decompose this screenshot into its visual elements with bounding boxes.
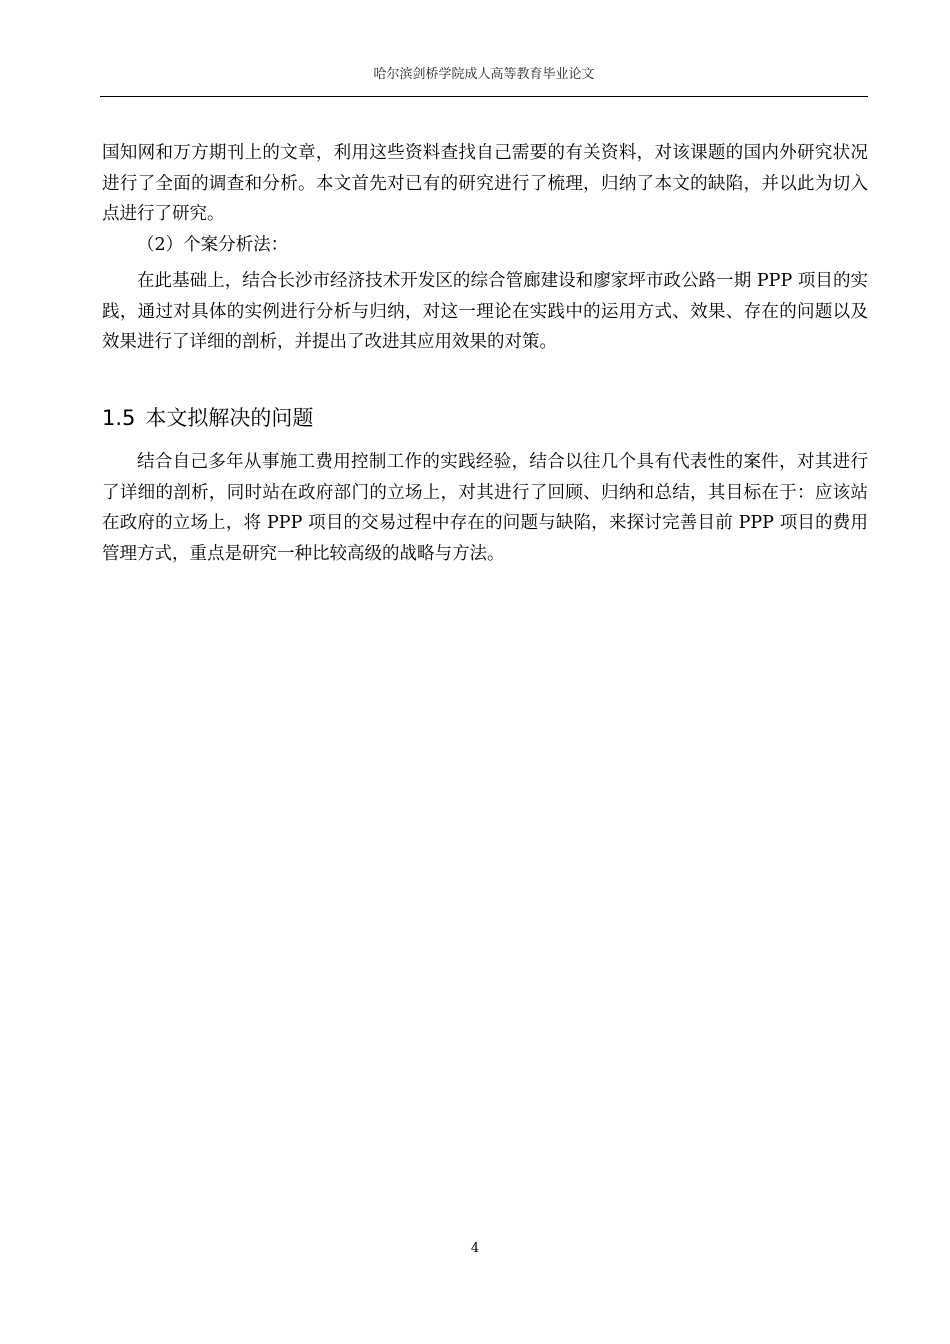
body-text [102, 138, 868, 358]
header-rule [100, 96, 868, 97]
paragraph-problem: 结合自己多年从事施工费用控制工作的实践经验，结合以往几个具有代表性的案件，对其进行了详细的剖析，同时站在政府部门的立场上，对其进行了回顾、归纳和总结，其目标在于：应该站在政府的立场上，将 PPP 项目的交易过程中存在的问题与缺陷，来探讨完善目前 PPP 项目的费用管理方式，重点是研究一种比较高级的战略与方法。 [102, 452, 868, 564]
paragraph-continued: 国知网和万方期刊上的文章，利用这些资料查找自己需要的有关资料，对该课题的国内外研究状况进行了全面的调查和分析。本文首先对已有的研究进行了梳理，归纳了本文的缺陷，并以此为切入点进行了研究。 [102, 143, 868, 224]
page-number: 4 [470, 1241, 480, 1256]
method-item-heading: （2）个案分析法： [137, 234, 289, 255]
section-number: 1.5 [102, 406, 136, 430]
running-header: 哈尔滨剑桥学院成人高等教育毕业论文 [373, 67, 595, 82]
paragraph-case-analysis: 在此基础上，结合长沙市经济技术开发区的综合管廊建设和廖家坪市政公路一期 PPP 项目的实践，通过对具体的实例进行分析与归纳，对这一理论在实践中的运用方式、效果、存在的问题以及效果进行了详细的剖析，并提出了改进其应用效果的对策。 [102, 271, 868, 352]
section-body [102, 447, 868, 569]
section-heading [102, 403, 313, 433]
section-title: 本文拟解决的问题 [145, 406, 314, 430]
